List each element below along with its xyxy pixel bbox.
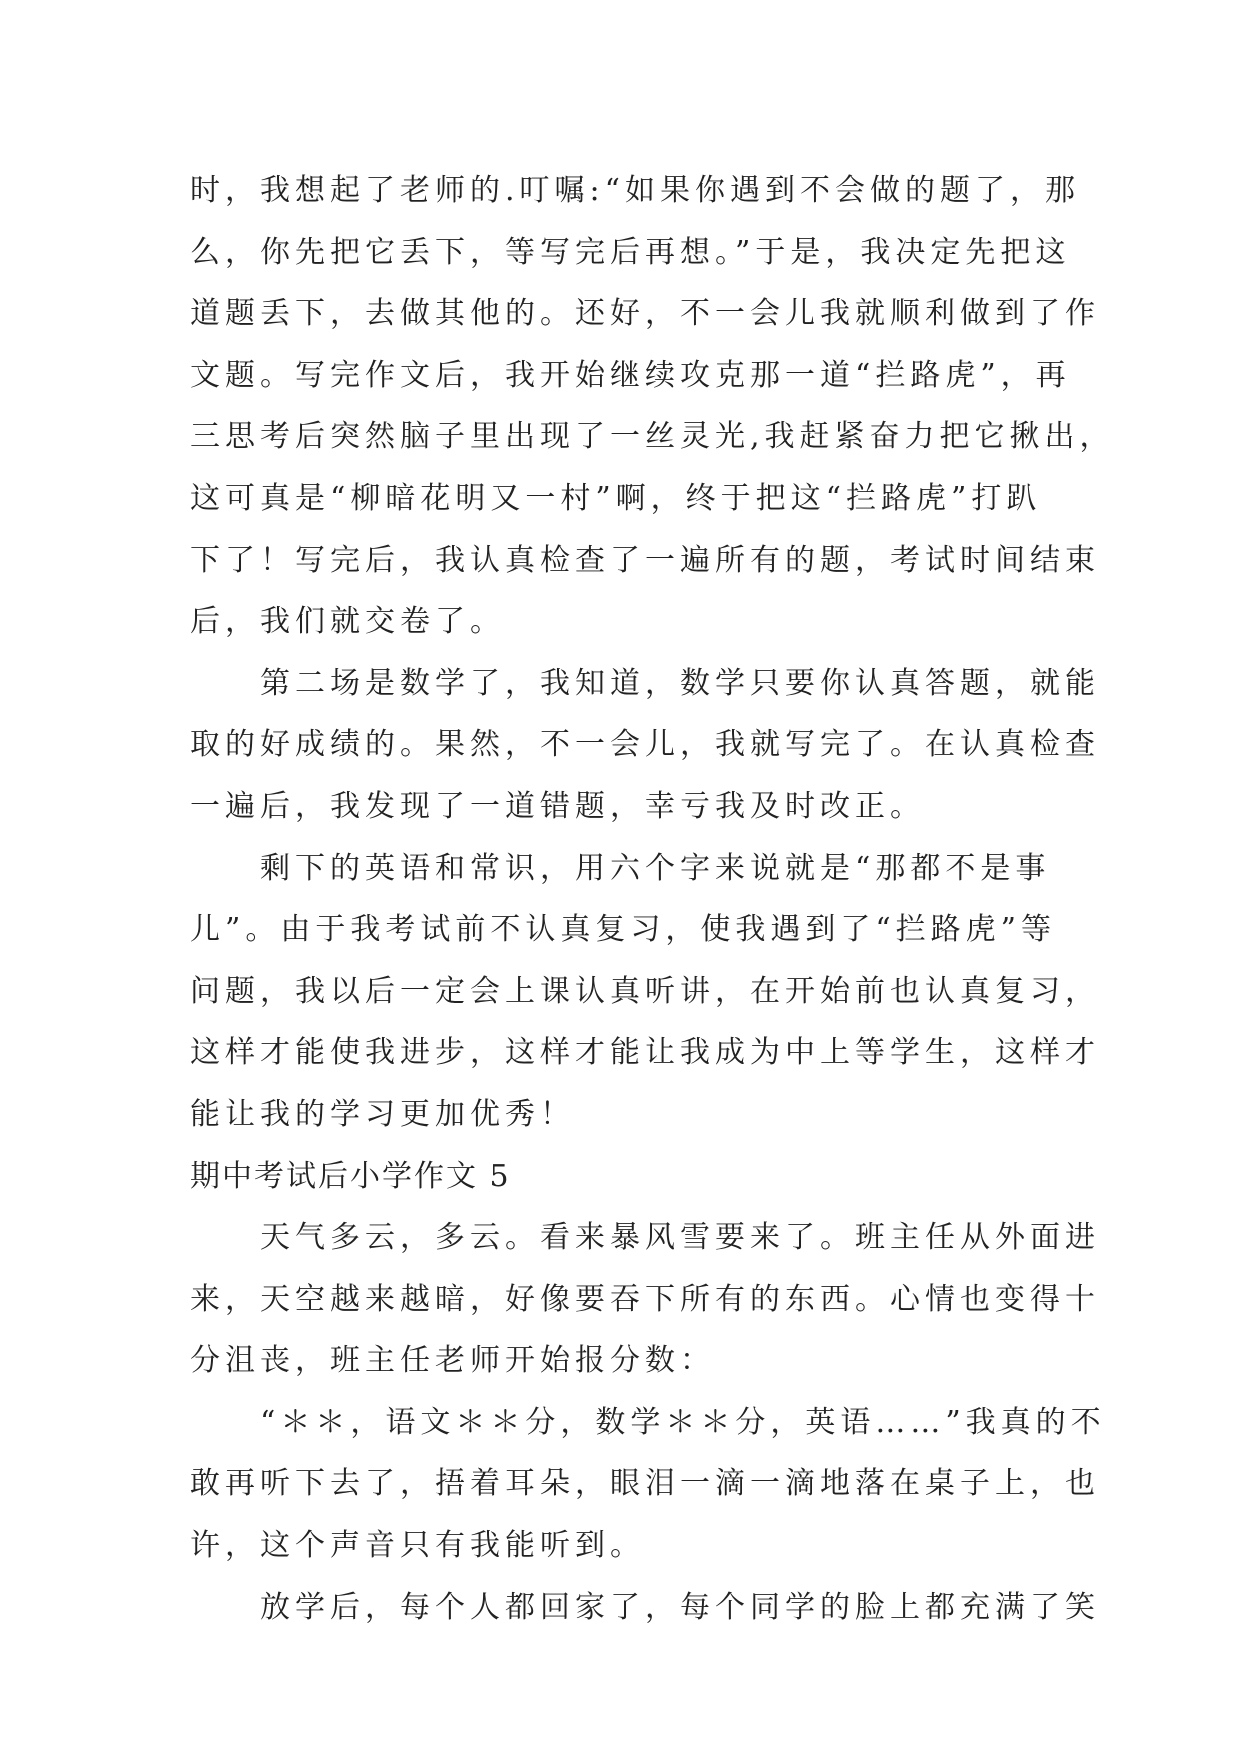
text-line: 儿”。由于我考试前不认真复习，使我遇到了“拦路虎”等 bbox=[190, 912, 1057, 948]
text-line: 道题丢下，去做其他的。还好，不一会儿我就顺利做到了作 bbox=[190, 296, 1100, 332]
text-line: 天气多云，多云。看来暴风雪要来了。班主任从外面进 bbox=[190, 1220, 1100, 1256]
text-line: 时，我想起了老师的.叮嘱:“如果你遇到不会做的题了，那 bbox=[190, 173, 1080, 208]
text-line: 来，天空越来越暗，好像要吞下所有的东西。心情也变得十 bbox=[190, 1281, 1100, 1317]
text-line: 么，你先把它丢下，等写完后再想。”于是，我决定先把这 bbox=[190, 234, 1071, 270]
text-line: 后，我们就交卷了。 bbox=[190, 604, 505, 640]
text-line: 这可真是“柳暗花明又一村”啊，终于把这“拦路虎”打趴 bbox=[190, 480, 1042, 516]
text-line: 取的好成绩的。果然，不一会儿，我就写完了。在认真检查 bbox=[190, 727, 1100, 763]
text-line: 文题。写完作文后，我开始继续攻克那一道“拦路虎”，再 bbox=[190, 357, 1071, 393]
text-line: 放学后，每个人都回家了，每个同学的脸上都充满了笑 bbox=[190, 1589, 1100, 1625]
text-line: 许，这个声音只有我能听到。 bbox=[190, 1528, 645, 1564]
text-line: 三思考后突然脑子里出现了一丝灵光,我赶紧奋力把它揪出， bbox=[190, 419, 1115, 455]
text-line: “＊＊，语文＊＊分，数学＊＊分，英语……”我真的不 bbox=[190, 1404, 1106, 1440]
document-body bbox=[190, 160, 1115, 1638]
text-line: 第二场是数学了，我知道，数学只要你认真答题，就能 bbox=[190, 665, 1100, 701]
text-line: 这样才能使我进步，这样才能让我成为中上等学生，这样才 bbox=[190, 1035, 1100, 1071]
text-line: 问题，我以后一定会上课认真听讲，在开始前也认真复习， bbox=[190, 973, 1100, 1009]
text-line: 剩下的英语和常识，用六个字来说就是“那都不是事 bbox=[190, 850, 1051, 886]
text-line: 分沮丧，班主任老师开始报分数： bbox=[190, 1343, 715, 1379]
text-line: 能让我的学习更加优秀！ bbox=[190, 1096, 575, 1132]
text-line: 下了！写完后，我认真检查了一遍所有的题，考试时间结束 bbox=[190, 542, 1100, 578]
section-title: 期中考试后小学作文 5 bbox=[190, 1158, 511, 1194]
text-line: 敢再听下去了，捂着耳朵，眼泪一滴一滴地落在桌子上，也 bbox=[190, 1466, 1100, 1502]
text-line: 一遍后，我发现了一道错题，幸亏我及时改正。 bbox=[190, 788, 925, 824]
